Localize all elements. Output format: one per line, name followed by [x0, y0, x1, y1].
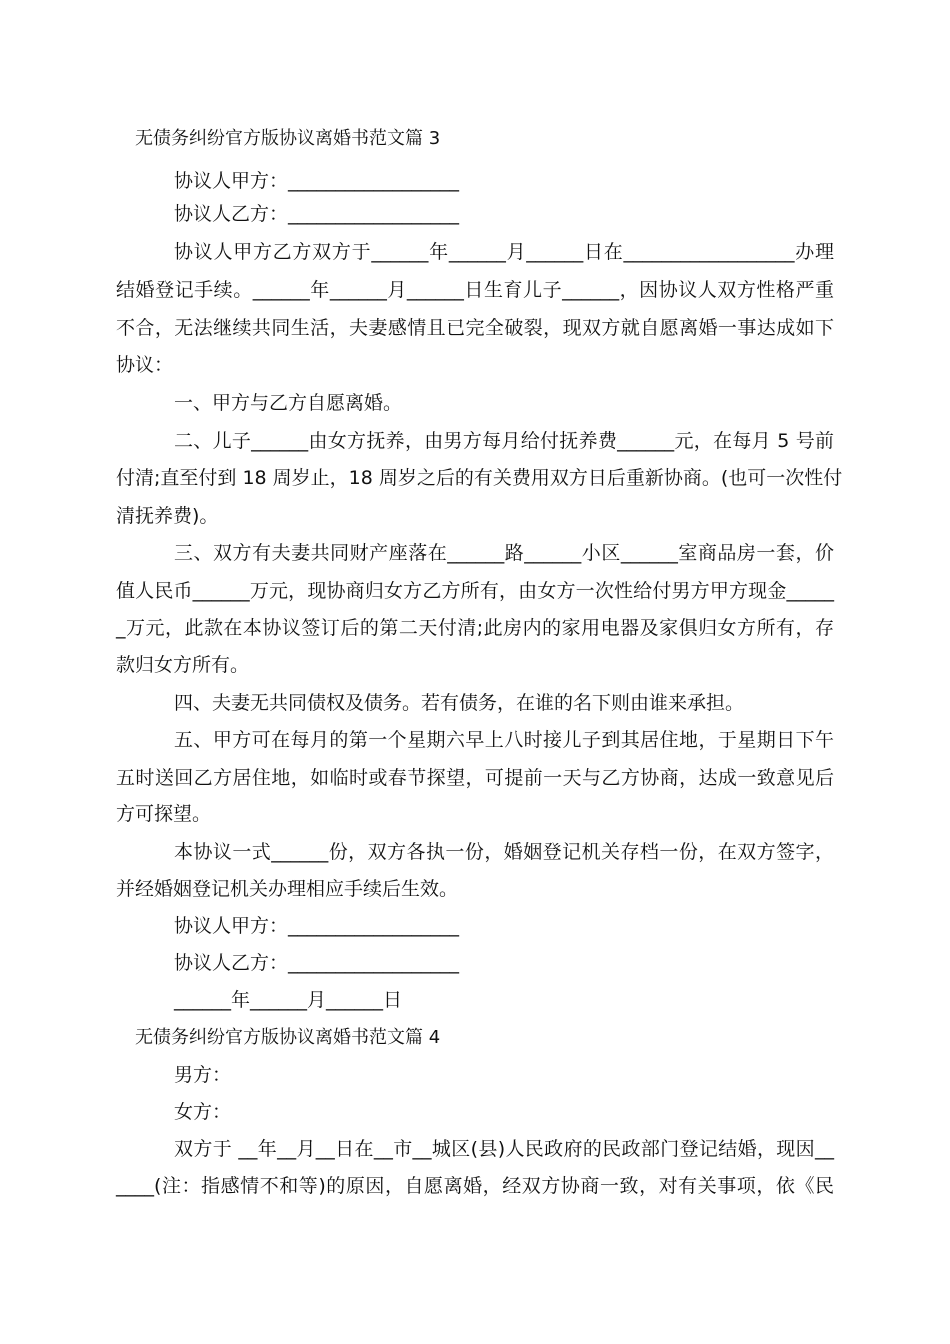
woman-line: 女方： [174, 1101, 232, 1123]
clause-2-line-2: 付清;直至付到 18 周岁止，18 周岁之后的有关费用双方日后重新协商。(也可一次性付 [116, 467, 843, 489]
clause-4: 四、夫妻无共同债权及债务。若有债务，在谁的名下则由谁来承担。 [174, 692, 745, 714]
section-4-title: 无债务纠纷官方版协议离婚书范文篇 4 [135, 1027, 441, 1048]
clause-3-line-4: 款归女方所有。 [116, 654, 250, 676]
clause-3-line-1: 三、双方有夫妻共同财产座落在______路______小区______室商品房一套，价 [174, 542, 834, 564]
signature-date: ______年______月______日 [174, 989, 403, 1011]
clause-5-line-1: 五、甲方可在每月的第一个星期六早上八时接儿子到其居住地，于星期日下午 [174, 729, 834, 751]
section-4-intro-line-2: ____(注：指感情不和等)的原因，自愿离婚，经双方协商一致，对有关事项，依《民 [116, 1175, 834, 1197]
man-line: 男方： [174, 1064, 232, 1086]
clause-2-line-3: 清抚养费)。 [116, 505, 219, 527]
clause-5-line-2: 五时送回乙方居住地，如临时或春节探望，可提前一天与乙方协商，达成一致意见后 [116, 767, 834, 789]
party-a-line: 协议人甲方：__________________ [174, 170, 460, 192]
clause-2-line-1: 二、儿子______由女方抚养，由男方每月给付抚养费______元，在每月 5 号前 [174, 430, 834, 452]
copies-line-2: 并经婚姻登记机关办理相应手续后生效。 [116, 878, 459, 900]
clause-3-line-2: 值人民币______万元，现协商归女方乙方所有，由女方一次性给付男方甲方现金_____ [116, 580, 834, 602]
clause-5-line-3: 方可探望。 [116, 803, 212, 825]
intro-line-3: 不合，无法继续共同生活，夫妻感情且已完全破裂，现双方就自愿离婚一事达成如下 [116, 317, 834, 339]
section-4-intro-line-1: 双方于 __年__月__日在__市__城区(县)人民政府的民政部门登记结婚，现因__ [174, 1138, 834, 1160]
intro-line-1: 协议人甲方乙方双方于______年______月______日在__________________办理 [174, 241, 834, 263]
section-3-title: 无债务纠纷官方版协议离婚书范文篇 3 [135, 128, 441, 149]
signature-party-a: 协议人甲方：__________________ [174, 915, 460, 937]
intro-line-2: 结婚登记手续。______年______月______日生育儿子______，因协议人双方性格严重 [116, 279, 834, 301]
clause-3-line-3: _万元，此款在本协议签订后的第二天付清;此房内的家用电器及家俱归女方所有，存 [116, 617, 834, 639]
party-b-line: 协议人乙方：__________________ [174, 203, 460, 225]
intro-line-4: 协议： [116, 354, 174, 376]
copies-line-1: 本协议一式______份，双方各执一份，婚姻登记机关存档一份，在双方签字， [174, 841, 834, 863]
signature-party-b: 协议人乙方：__________________ [174, 952, 460, 974]
clause-1: 一、甲方与乙方自愿离婚。 [174, 392, 403, 414]
